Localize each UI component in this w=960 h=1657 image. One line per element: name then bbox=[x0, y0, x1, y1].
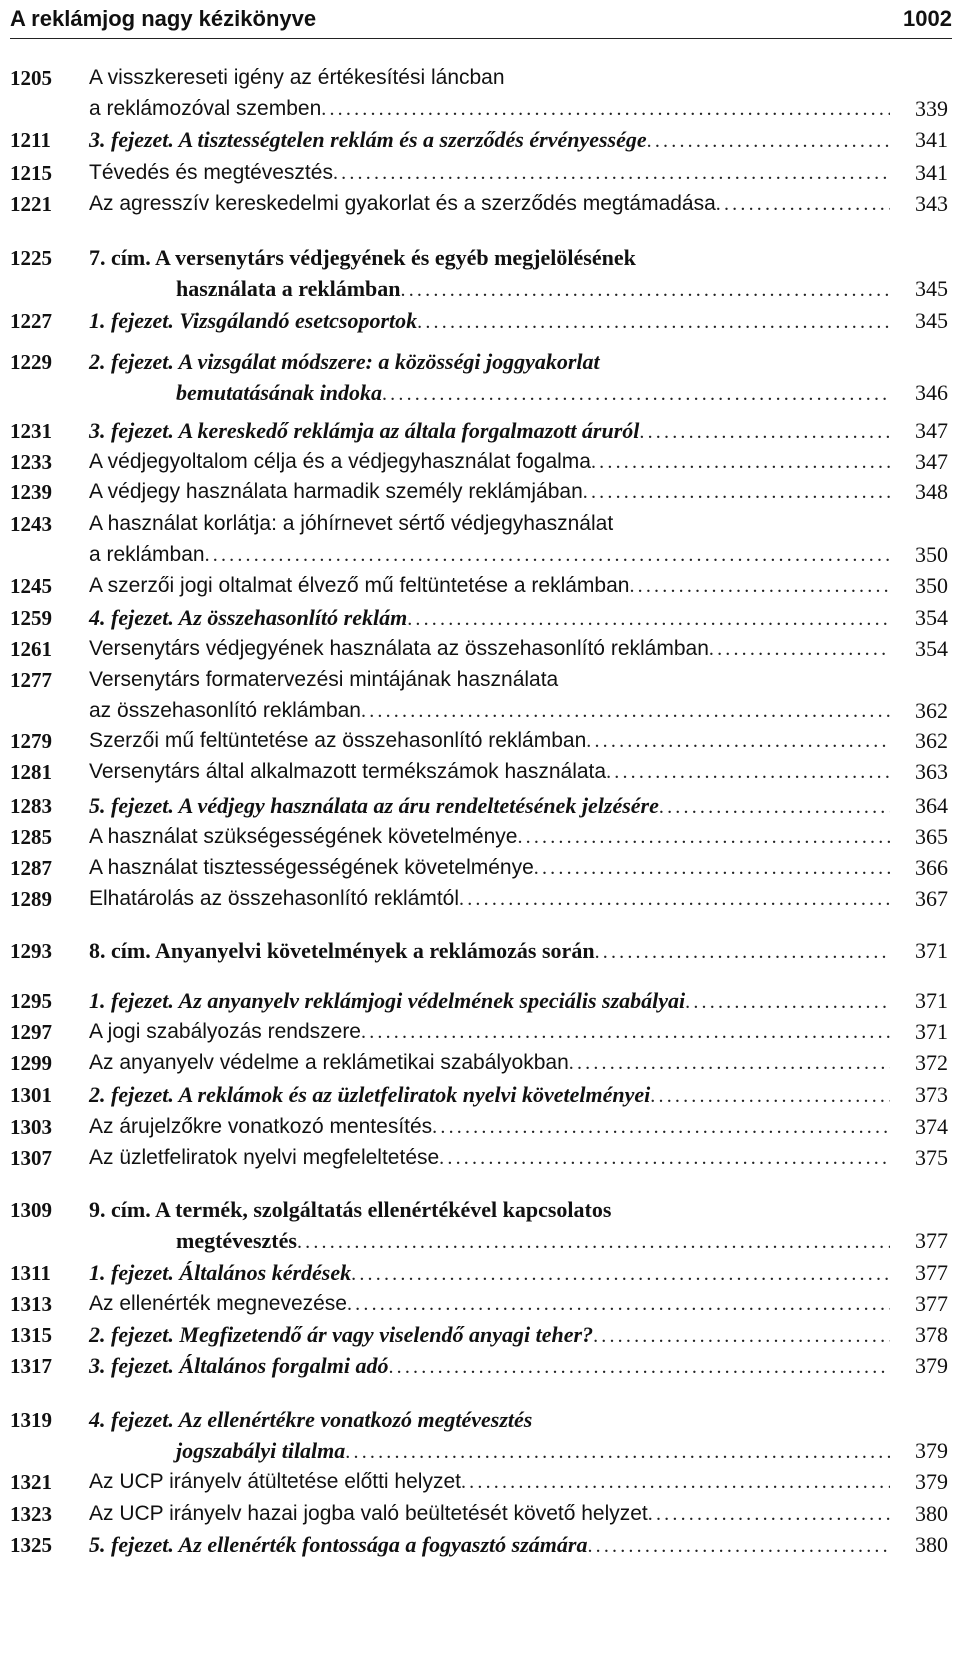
entry-title-line: 8. cím. Anyanyelvi követelmények a reklámozás során bbox=[89, 938, 595, 963]
margin-number: 1227 bbox=[10, 309, 52, 333]
toc-entry bbox=[0, 416, 960, 447]
toc-entry bbox=[0, 447, 960, 478]
margin-number: 1317 bbox=[10, 1354, 52, 1378]
page-reference: 346 bbox=[915, 380, 948, 405]
dot-leader bbox=[586, 726, 890, 756]
dot-leader bbox=[648, 1499, 890, 1529]
entry-title-line: 1. fejezet. Vizsgálandó esetcsoportok bbox=[89, 308, 418, 333]
page-reference: 379 bbox=[915, 1438, 948, 1463]
margin-number: 1245 bbox=[10, 574, 52, 598]
entry-title-line: az összehasonlító reklámban bbox=[89, 699, 361, 722]
toc-entry bbox=[0, 347, 960, 409]
page-reference: 366 bbox=[915, 855, 948, 880]
dot-leader bbox=[659, 792, 890, 822]
toc-entry bbox=[0, 791, 960, 822]
toc-entry bbox=[0, 853, 960, 884]
dot-leader bbox=[606, 757, 890, 787]
toc-entry bbox=[0, 243, 960, 305]
margin-number: 1301 bbox=[10, 1083, 52, 1107]
entry-title-line: a reklámozóval szemben bbox=[89, 97, 322, 120]
toc-entry bbox=[0, 603, 960, 634]
entry-title-line: 1. fejezet. Az anyanyelv reklámjogi védelmének speciális szabályai bbox=[89, 988, 686, 1013]
page-reference: 377 bbox=[915, 1291, 948, 1316]
toc-entry bbox=[0, 1112, 960, 1143]
toc-entry bbox=[0, 634, 960, 665]
dot-leader bbox=[297, 1227, 890, 1257]
toc-entry bbox=[0, 189, 960, 220]
page-reference: 345 bbox=[915, 276, 948, 301]
page-reference: 347 bbox=[915, 418, 948, 443]
entry-title-line: 4. fejezet. Az összehasonlító reklám bbox=[89, 605, 408, 630]
entry-title-line: Az árujelzőkre vonatkozó mentesítés bbox=[89, 1115, 433, 1138]
dot-leader bbox=[685, 987, 890, 1017]
toc-entry bbox=[0, 1017, 960, 1048]
margin-number: 1279 bbox=[10, 729, 52, 753]
toc-entry bbox=[0, 1258, 960, 1289]
margin-number: 1225 bbox=[10, 246, 52, 270]
page-reference: 372 bbox=[915, 1050, 948, 1075]
margin-number: 1215 bbox=[10, 161, 52, 185]
dot-leader bbox=[459, 884, 890, 914]
entry-title-line: használata a reklámban bbox=[176, 276, 401, 301]
page-reference: 364 bbox=[915, 793, 948, 818]
dot-leader bbox=[351, 1259, 890, 1289]
toc-entry bbox=[0, 1080, 960, 1111]
entry-title-line: A használat szükségességének követelménye bbox=[89, 825, 518, 848]
dot-leader bbox=[587, 1531, 890, 1561]
margin-number: 1221 bbox=[10, 192, 52, 216]
entry-title-line: Versenytárs védjegyének használata az összehasonlító reklámban bbox=[89, 637, 709, 660]
margin-number: 1243 bbox=[10, 512, 52, 536]
toc-entry bbox=[0, 509, 960, 571]
dot-leader bbox=[361, 696, 890, 726]
toc-entry bbox=[0, 1467, 960, 1498]
page-reference: 367 bbox=[915, 886, 948, 911]
toc-entry bbox=[0, 1195, 960, 1257]
dot-leader bbox=[593, 1321, 890, 1351]
entry-title-line: Az UCP irányelv átültetése előtti helyzet bbox=[89, 1470, 461, 1493]
toc-entry bbox=[0, 665, 960, 727]
entry-title-line: 5. fejezet. A védjegy használata az áru rendeltetésének jelzésére bbox=[89, 793, 659, 818]
dot-leader bbox=[639, 417, 890, 447]
page-reference: 345 bbox=[915, 308, 948, 333]
entry-title-line: Az üzletfeliratok nyelvi megfeleltetése bbox=[89, 1146, 440, 1169]
entry-title-line: 2. fejezet. Megfizetendő ár vagy viselendő anyagi teher? bbox=[89, 1322, 594, 1347]
entry-title-line: A visszkereseti igény az értékesítési láncban bbox=[89, 66, 505, 89]
entry-title-line: Az UCP irányelv hazai jogba való beültetését követő helyzet bbox=[89, 1502, 648, 1525]
toc-entry bbox=[0, 125, 960, 156]
margin-number: 1321 bbox=[10, 1470, 52, 1494]
page-reference: 362 bbox=[915, 698, 948, 723]
page-reference: 341 bbox=[915, 127, 948, 152]
entry-title-line: 3. fejezet. Általános forgalmi adó bbox=[89, 1353, 389, 1378]
margin-number: 1287 bbox=[10, 856, 52, 880]
margin-number: 1289 bbox=[10, 887, 52, 911]
entry-title-line: A használat korlátja: a jóhírnevet sértő védjegyhasználat bbox=[89, 512, 614, 535]
toc-entry bbox=[0, 477, 960, 508]
dot-leader bbox=[439, 1143, 890, 1173]
margin-number: 1205 bbox=[10, 66, 52, 90]
page-reference: 371 bbox=[915, 1019, 948, 1044]
dot-leader bbox=[345, 1437, 890, 1467]
entry-title-line: 2. fejezet. A vizsgálat módszere: a közösségi joggyakorlat bbox=[89, 349, 600, 374]
toc-entry bbox=[0, 1320, 960, 1351]
page-reference: 350 bbox=[915, 542, 948, 567]
entry-title-line: 5. fejezet. Az ellenérték fontossága a fogyasztó számára bbox=[89, 1532, 588, 1557]
page-reference: 375 bbox=[915, 1145, 948, 1170]
page-reference: 371 bbox=[915, 988, 948, 1013]
entry-title-line: jogszabályi tilalma bbox=[176, 1438, 346, 1463]
margin-number: 1261 bbox=[10, 637, 52, 661]
margin-number: 1303 bbox=[10, 1115, 52, 1139]
entry-title-line: A jogi szabályozás rendszere bbox=[89, 1020, 361, 1043]
entry-title-line: 2. fejezet. A reklámok és az üzletfeliratok nyelvi követelményei bbox=[89, 1082, 651, 1107]
margin-number: 1297 bbox=[10, 1020, 52, 1044]
dot-leader bbox=[388, 1352, 890, 1382]
toc-entry bbox=[0, 986, 960, 1017]
page-reference: 354 bbox=[915, 636, 948, 661]
entry-title-line: Az agresszív kereskedelmi gyakorlat és a szerződés megtámadása bbox=[89, 192, 716, 215]
book-title: A reklámjog nagy kézikönyve bbox=[10, 6, 317, 31]
margin-number: 1293 bbox=[10, 939, 52, 963]
dot-leader bbox=[591, 447, 890, 477]
dot-leader bbox=[569, 1048, 890, 1078]
page-reference: 377 bbox=[915, 1228, 948, 1253]
dot-leader bbox=[650, 1081, 890, 1111]
page-reference: 373 bbox=[915, 1082, 948, 1107]
margin-number: 1285 bbox=[10, 825, 52, 849]
page-reference: 341 bbox=[915, 160, 948, 185]
margin-number: 1233 bbox=[10, 450, 52, 474]
page-reference: 354 bbox=[915, 605, 948, 630]
dot-leader bbox=[517, 822, 890, 852]
entry-title-line: A használat tisztességességének követelménye bbox=[89, 856, 534, 879]
dot-leader bbox=[716, 189, 890, 219]
dot-leader bbox=[534, 853, 890, 883]
entry-title-line: 3. fejezet. A tisztességtelen reklám és a szerződés érvényessége bbox=[89, 127, 647, 152]
margin-number: 1283 bbox=[10, 794, 52, 818]
dot-leader bbox=[432, 1112, 890, 1142]
dot-leader bbox=[629, 571, 890, 601]
toc-entry bbox=[0, 726, 960, 757]
margin-number: 1307 bbox=[10, 1146, 52, 1170]
entry-title-line: 3. fejezet. A kereskedő reklámja az általa forgalmazott áruról bbox=[89, 418, 640, 443]
entry-title-line: 4. fejezet. Az ellenértékre vonatkozó megtévesztés bbox=[89, 1407, 533, 1432]
dot-leader bbox=[407, 604, 890, 634]
toc-entry bbox=[0, 1143, 960, 1174]
toc-entry bbox=[0, 936, 960, 967]
page-reference: 374 bbox=[915, 1114, 948, 1139]
margin-number: 1315 bbox=[10, 1323, 52, 1347]
margin-number: 1229 bbox=[10, 350, 52, 374]
toc-entry bbox=[0, 306, 960, 337]
entry-title-line: Tévedés és megtévesztés bbox=[89, 161, 333, 184]
toc-entry bbox=[0, 884, 960, 915]
entry-title-line: bemutatásának indoka bbox=[176, 380, 382, 405]
dot-leader bbox=[709, 634, 890, 664]
page-reference: 362 bbox=[915, 728, 948, 753]
margin-number: 1259 bbox=[10, 606, 52, 630]
entry-title-line: A védjegy használata harmadik személy reklámjában bbox=[89, 480, 583, 503]
dot-leader bbox=[321, 94, 890, 124]
entry-title-line: 9. cím. A termék, szolgáltatás ellenértékével kapcsolatos bbox=[89, 1197, 612, 1222]
dot-leader bbox=[401, 275, 890, 305]
dot-leader bbox=[361, 1017, 890, 1047]
margin-number: 1311 bbox=[10, 1261, 51, 1285]
page-reference: 371 bbox=[915, 938, 948, 963]
toc-entry bbox=[0, 1048, 960, 1079]
dot-leader bbox=[583, 477, 890, 507]
page-reference: 379 bbox=[915, 1469, 948, 1494]
entry-title-line: Szerzői mű feltüntetése az összehasonlító reklámban bbox=[89, 729, 587, 752]
toc-entry bbox=[0, 63, 960, 125]
entry-title-line: megtévesztés bbox=[176, 1228, 297, 1253]
margin-number: 1281 bbox=[10, 760, 52, 784]
toc-entry bbox=[0, 158, 960, 189]
margin-number: 1211 bbox=[10, 128, 51, 152]
page-reference: 363 bbox=[915, 759, 948, 784]
toc-entry bbox=[0, 757, 960, 788]
page-reference: 348 bbox=[915, 479, 948, 504]
dot-leader bbox=[333, 158, 890, 188]
toc-entry bbox=[0, 1530, 960, 1561]
page-reference: 379 bbox=[915, 1353, 948, 1378]
dot-leader bbox=[461, 1467, 890, 1497]
entry-title-line: a reklámban bbox=[89, 543, 205, 566]
page-reference: 378 bbox=[915, 1322, 948, 1347]
margin-number: 1299 bbox=[10, 1051, 52, 1075]
entry-title-line: A szerzői jogi oltalmat élvező mű feltüntetése a reklámban bbox=[89, 574, 630, 597]
page-reference: 365 bbox=[915, 824, 948, 849]
margin-number: 1313 bbox=[10, 1292, 52, 1316]
entry-title-line: 1. fejezet. Általános kérdések bbox=[89, 1260, 352, 1285]
margin-number: 1277 bbox=[10, 668, 52, 692]
dot-leader bbox=[347, 1289, 890, 1319]
page-reference: 347 bbox=[915, 449, 948, 474]
toc-entry bbox=[0, 1405, 960, 1467]
margin-number: 1231 bbox=[10, 419, 52, 443]
toc-entry bbox=[0, 571, 960, 602]
dot-leader bbox=[595, 937, 890, 967]
page-number: 1002 bbox=[903, 6, 952, 31]
toc-entry bbox=[0, 1351, 960, 1382]
page-reference: 380 bbox=[915, 1532, 948, 1557]
margin-number: 1239 bbox=[10, 480, 52, 504]
entry-title-line: Az anyanyelv védelme a reklámetikai szabályokban bbox=[89, 1051, 569, 1074]
margin-number: 1325 bbox=[10, 1533, 52, 1557]
dot-leader bbox=[647, 126, 890, 156]
entry-title-line: A védjegyoltalom célja és a védjegyhasználat fogalma bbox=[89, 450, 591, 473]
entry-title-line: Az ellenérték megnevezése bbox=[89, 1292, 347, 1315]
dot-leader bbox=[382, 379, 890, 409]
margin-number: 1319 bbox=[10, 1408, 52, 1432]
entry-title-line: Versenytárs formatervezési mintájának használata bbox=[89, 668, 559, 691]
entry-title-line: Versenytárs által alkalmazott termékszámok használata bbox=[89, 760, 607, 783]
dot-leader bbox=[417, 307, 890, 337]
margin-number: 1309 bbox=[10, 1198, 52, 1222]
toc-entry bbox=[0, 1289, 960, 1320]
page-reference: 377 bbox=[915, 1260, 948, 1285]
dot-leader bbox=[205, 540, 890, 570]
toc-entry bbox=[0, 822, 960, 853]
page-reference: 339 bbox=[915, 96, 948, 121]
page-reference: 380 bbox=[915, 1501, 948, 1526]
entry-title-line: Elhatárolás az összehasonlító reklámtól bbox=[89, 887, 460, 910]
margin-number: 1323 bbox=[10, 1502, 52, 1526]
page-reference: 343 bbox=[915, 191, 948, 216]
entry-title-line: 7. cím. A versenytárs védjegyének és egyéb megjelölésének bbox=[89, 245, 636, 270]
toc-entry bbox=[0, 1499, 960, 1530]
page-reference: 350 bbox=[915, 573, 948, 598]
margin-number: 1295 bbox=[10, 989, 52, 1013]
